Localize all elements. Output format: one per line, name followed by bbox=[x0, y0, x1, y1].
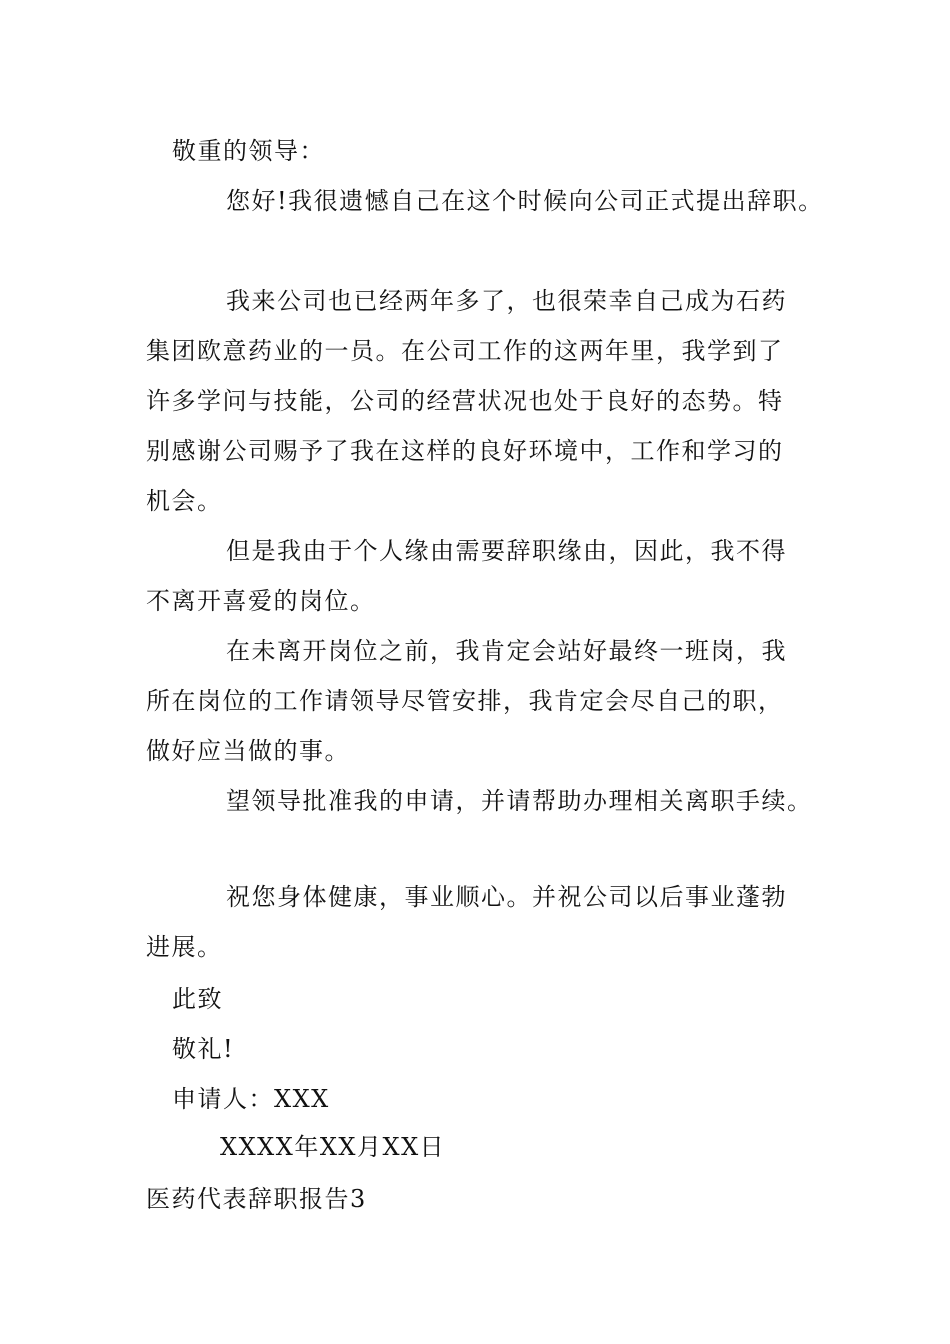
paragraph-2-line-2: 不离开喜爱的岗位。 bbox=[146, 587, 376, 615]
closing-ci-zhi: 此致 bbox=[172, 985, 223, 1013]
paragraph-1-line-1: 我来公司也已经两年多了，也很荣幸自己成为石药 bbox=[226, 287, 787, 315]
paragraph-3-line-3: 做好应当做的事。 bbox=[146, 737, 350, 765]
paragraph-1-line-5: 机会。 bbox=[146, 487, 223, 515]
paragraph-1-line-3: 许多学问与技能，公司的经营状况也处于良好的态势。特 bbox=[146, 387, 784, 415]
paragraph-5-line-2: 进展。 bbox=[146, 933, 223, 961]
paragraph-3-line-2: 所在岗位的工作请领导尽管安排，我肯定会尽自己的职， bbox=[146, 687, 784, 715]
paragraph-1-line-4: 别感谢公司赐予了我在这样的良好环境中，工作和学习的 bbox=[146, 437, 784, 465]
salutation: 敬重的领导： bbox=[172, 137, 325, 165]
greeting-line: 您好!我很遗憾自己在这个时候向公司正式提出辞职。 bbox=[226, 187, 824, 215]
paragraph-4: 望领导批准我的申请，并请帮助办理相关离职手续。 bbox=[226, 787, 813, 815]
closing-jing-li: 敬礼! bbox=[172, 1035, 235, 1063]
paragraph-2-line-1: 但是我由于个人缘由需要辞职缘由，因此，我不得 bbox=[226, 537, 787, 565]
applicant-line: 申请人：XXX bbox=[172, 1085, 330, 1113]
paragraph-1-line-2: 集团欧意药业的一员。在公司工作的这两年里，我学到了 bbox=[146, 337, 784, 365]
paragraph-5-line-1: 祝您身体健康，事业顺心。并祝公司以后事业蓬勃 bbox=[226, 883, 787, 911]
date-line: XXXX年XX月XX日 bbox=[220, 1133, 446, 1161]
next-section-heading: 医药代表辞职报告3 bbox=[146, 1185, 367, 1213]
paragraph-3-line-1: 在未离开岗位之前，我肯定会站好最终一班岗，我 bbox=[226, 637, 787, 665]
